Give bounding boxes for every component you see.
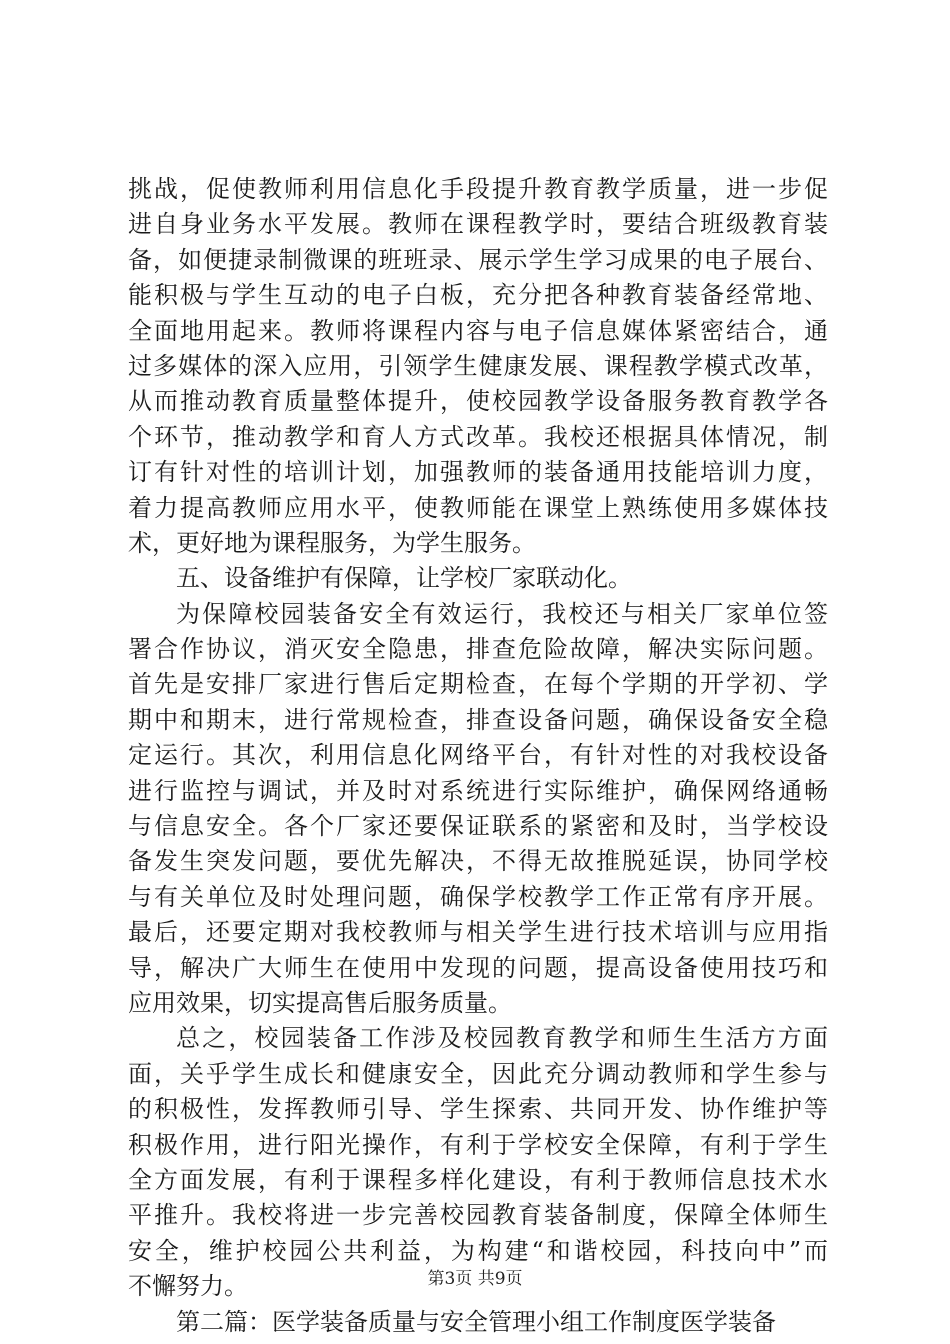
text-line: 进行监控与调试，并及时对系统进行实际维护，确保网络通畅 (128, 776, 828, 805)
text-line: 五、设备维护有保障，让学校厂家联动化。 (176, 564, 632, 593)
text-line: 过多媒体的深入应用，引领学生健康发展、课程教学模式改革， (128, 351, 828, 380)
paragraph (128, 597, 828, 1022)
text-line: 全方面发展，有利于课程多样化建设，有利于教师信息技术水 (128, 1165, 828, 1194)
text-line: 全面地用起来。教师将课程内容与电子信息媒体紧密结合，通 (128, 316, 828, 345)
text-line: 应用效果，切实提高售后服务质量。 (128, 988, 512, 1017)
paragraph (128, 1021, 828, 1304)
page-footer: 第3页 共9页 (427, 1269, 523, 1289)
text-line: 个环节，推动教学和育人方式改革。我校还根据具体情况，制 (128, 422, 828, 451)
text-line: 不懈努力。 (128, 1272, 248, 1301)
text-line: 平推升。我校将进一步完善校园教育装备制度，保障全体师生 (128, 1201, 828, 1230)
text-line: 与信息安全。各个厂家还要保证联系的紧密和及时，当学校设 (128, 812, 828, 841)
text-line: 与有关单位及时处理问题，确保学校教学工作正常有序开展。 (128, 882, 828, 911)
text-line: 从而推动教育质量整体提升，使校园教学设备服务教育教学各 (128, 387, 828, 416)
text-line: 署合作协议，消灭安全隐患，排查危险故障，解决实际问题。 (128, 635, 828, 664)
text-line: 最后，还要定期对我校教师与相关学生进行技术培训与应用指 (128, 918, 828, 947)
body-text (128, 172, 828, 1340)
text-line: 第二篇：医学装备质量与安全管理小组工作制度医学装备 (176, 1307, 776, 1336)
text-line: 定运行。其次，利用信息化网络平台，有针对性的对我校设备 (128, 741, 828, 770)
paragraph (128, 561, 828, 596)
text-line: 备，如便捷录制微课的班班录、展示学生学习成果的电子展台、 (128, 245, 828, 274)
text-line: 为保障校园装备安全有效运行，我校还与相关厂家单位签 (176, 599, 828, 628)
text-line: 进自身业务水平发展。教师在课程教学时，要结合班级教育装 (128, 210, 828, 239)
text-line: 备发生突发问题，要优先解决，不得无故推脱延误，协同学校 (128, 847, 828, 876)
text-line: 的积极性，发挥教师引导、学生探索、共同开发、协作维护等 (128, 1095, 828, 1124)
text-line: 安全，维护校园公共利益，为构建“和谐校园，科技向中”而 (128, 1236, 828, 1265)
text-line: 导，解决广大师生在使用中发现的问题，提高设备使用技巧和 (128, 953, 828, 982)
paragraph (128, 1305, 828, 1340)
text-line: 订有针对性的培训计划，加强教师的装备通用技能培训力度， (128, 458, 828, 487)
text-line: 术，更好地为课程服务，为学生服务。 (128, 528, 536, 557)
text-line: 着力提高教师应用水平，使教师能在课堂上熟练使用多媒体技 (128, 493, 828, 522)
text-line: 首先是安排厂家进行售后定期检查，在每个学期的开学初、学 (128, 670, 828, 699)
paragraph (128, 172, 828, 561)
text-line: 挑战，促使教师利用信息化手段提升教育教学质量，进一步促 (128, 175, 828, 203)
text-line: 期中和期末，进行常规检查，排查设备问题，确保设备安全稳 (128, 705, 828, 734)
text-line: 面，关乎学生成长和健康安全，因此充分调动教师和学生参与 (128, 1059, 828, 1088)
text-line: 总之，校园装备工作涉及校园教育教学和师生生活方方面 (176, 1024, 828, 1053)
text-line: 能积极与学生互动的电子白板，充分把各种教育装备经常地、 (128, 281, 828, 310)
text-line: 积极作用，进行阳光操作，有利于学校安全保障，有利于学生 (128, 1130, 828, 1159)
